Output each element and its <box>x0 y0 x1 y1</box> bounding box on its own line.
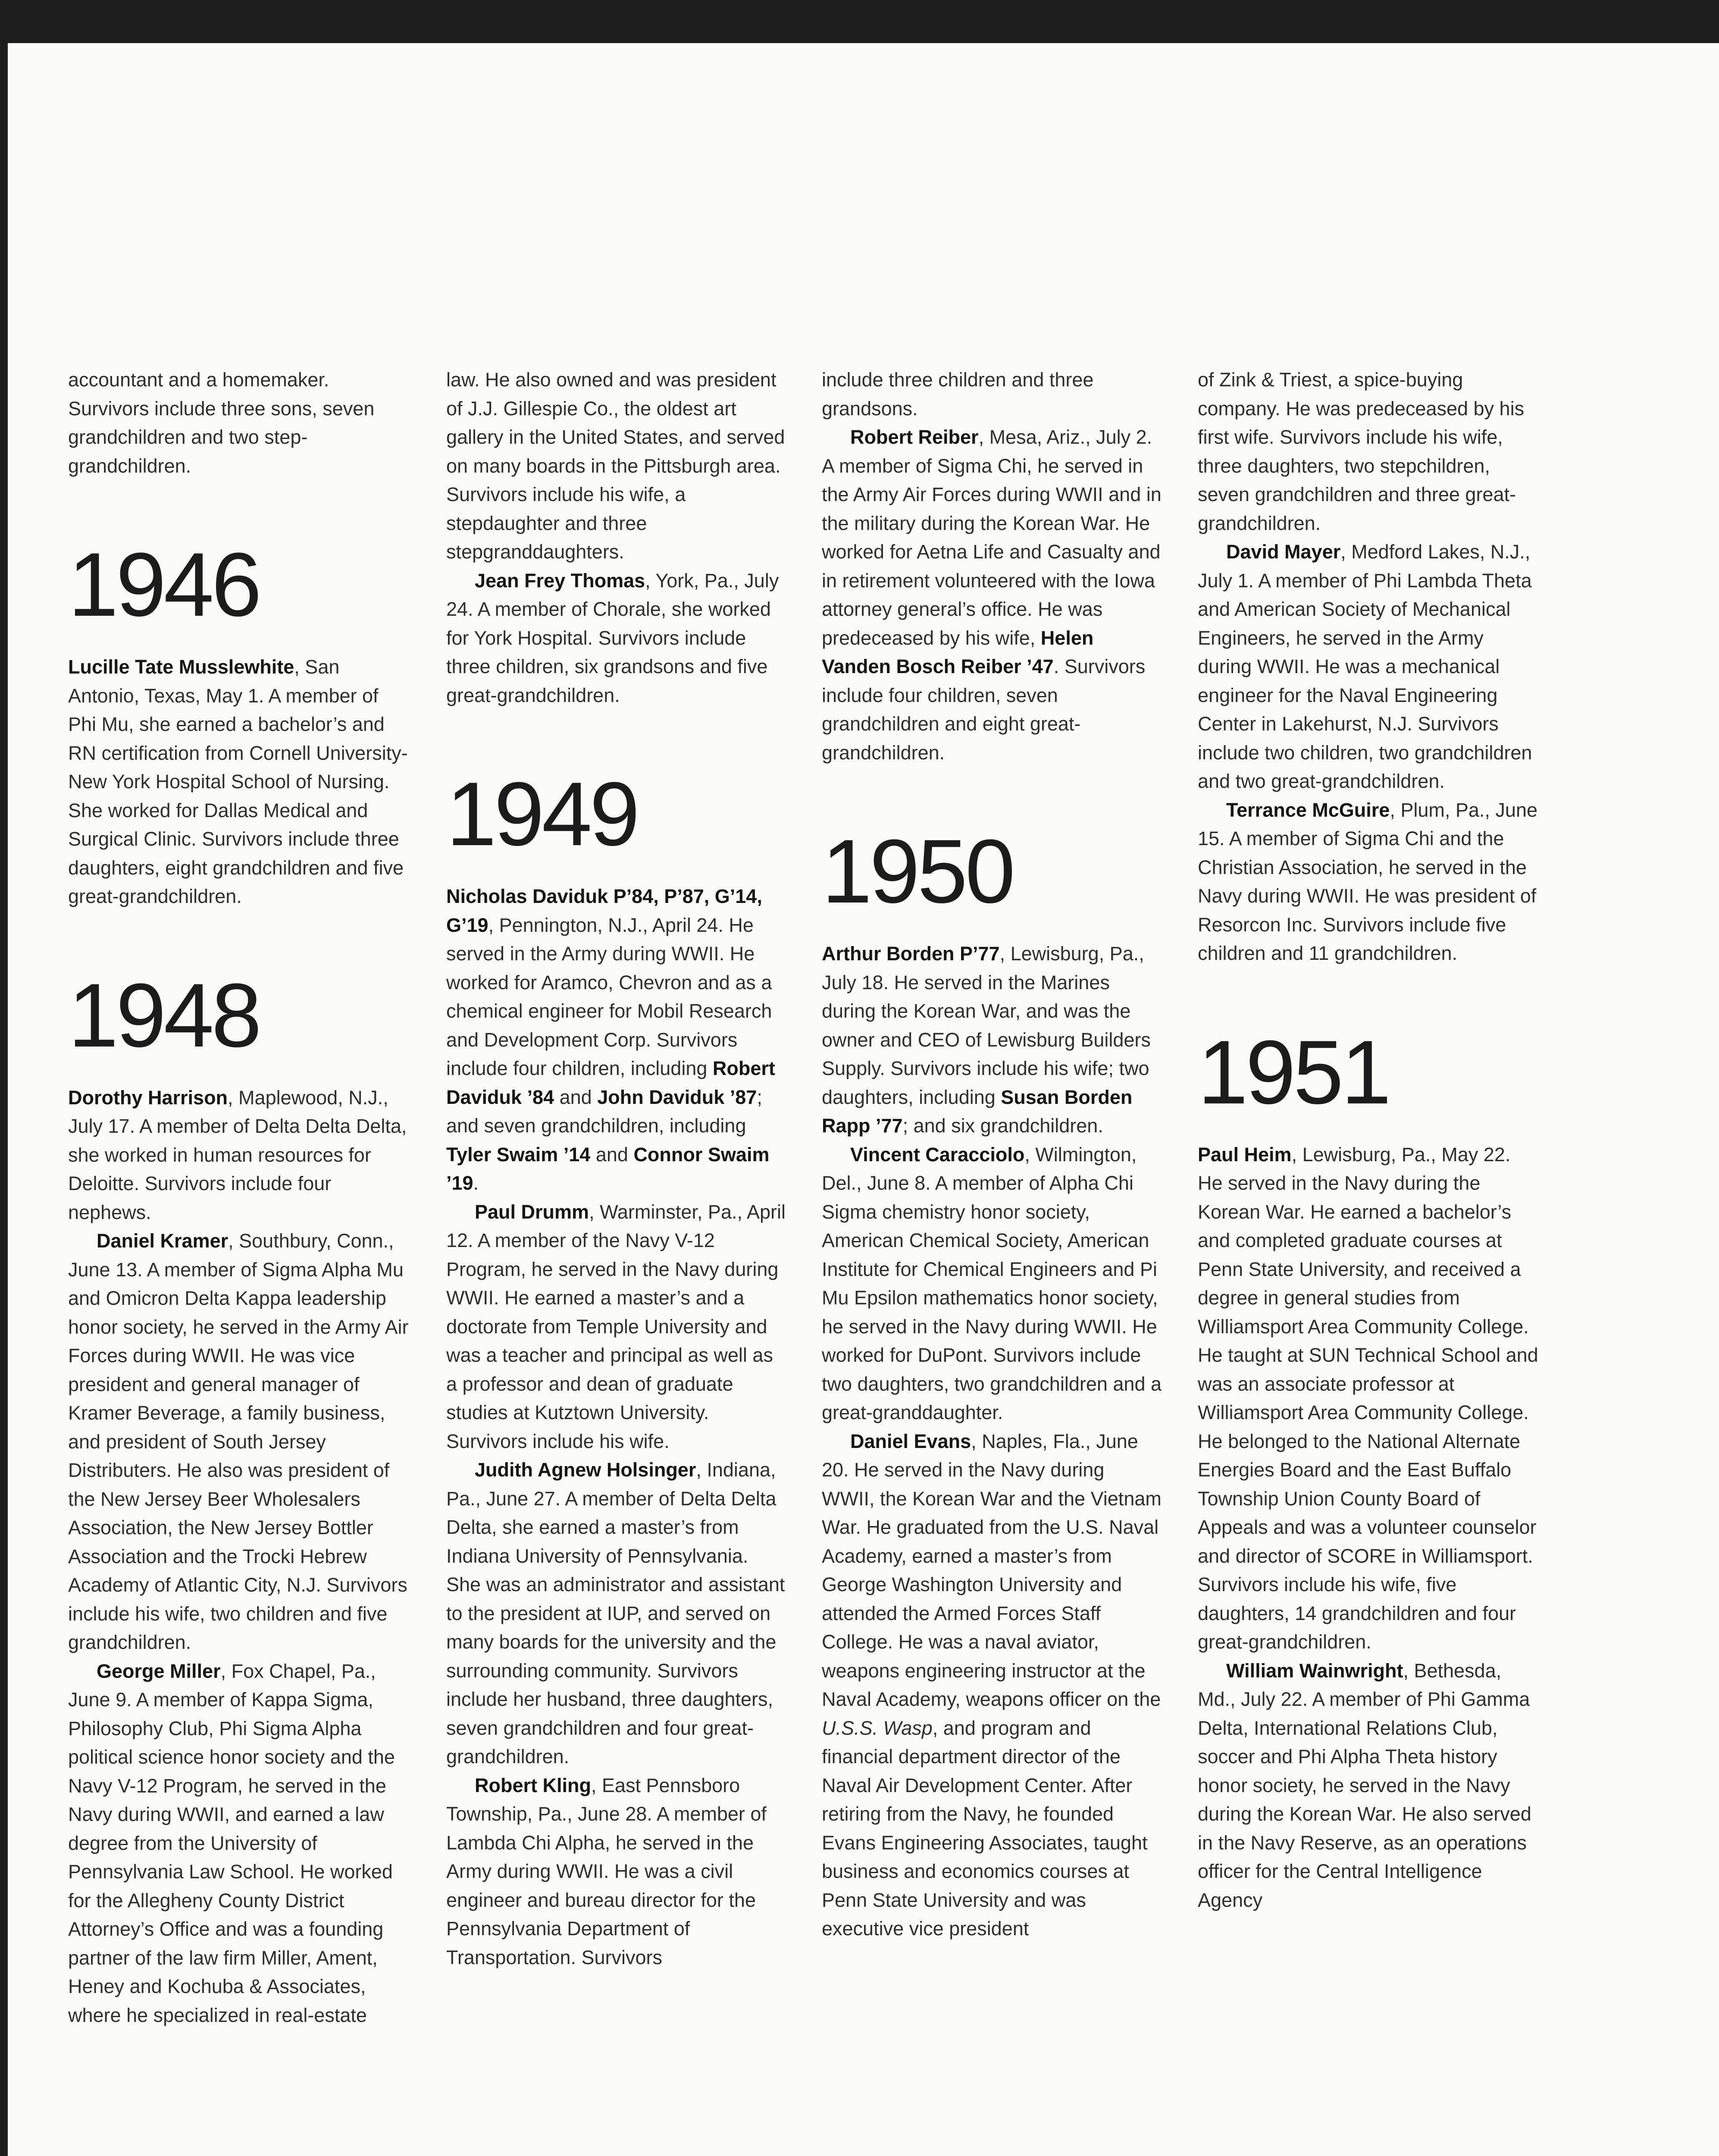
continued-paragraph: law. He also owned and was president of J.J. Gillespie Co., the oldest art gallery in the United States, and served on many boards in the Pittsburgh area. Survivors include his wife, a stepdaughter and three stepgranddaughters. <box>446 369 785 563</box>
entry-text: and <box>590 1143 634 1166</box>
continued-paragraph: accountant and a homemaker. Survivors include three sons, seven grandchildren and two step-grandchildren. <box>68 369 375 477</box>
alumni-name: Terrance McGuire <box>1226 799 1390 821</box>
alumni-name: Judith Agnew Holsinger <box>475 1459 696 1481</box>
magazine-page <box>8 43 1719 2156</box>
entry-text: , Indiana, Pa., June 27. A member of Delta Delta Delta, she earned a master’s from Indiana University of Pennsylvania. She was an administrator and assistant to the president at IUP, and served on many boards for the university and the surrounding community. Survivors include her husband, three daughters, seven grandchildren and four great-grandchildren. <box>446 1459 785 1767</box>
obituary-entry <box>1198 1657 1538 1915</box>
alumni-name: John Daviduk ’87 <box>597 1086 757 1108</box>
alumni-name: Tyler Swaim ’14 <box>446 1143 591 1166</box>
alumni-name: William Wainwright <box>1226 1659 1403 1682</box>
obituary-entry <box>822 940 1162 1141</box>
alumni-name: Paul Drumm <box>475 1200 589 1223</box>
entry-text: , Fox Chapel, Pa., June 9. A member of Kappa Sigma, Philosophy Club, Phi Sigma Alpha political science honor society and the Navy V-12 Program, he served in the Navy during WWII, and earned a law degree from the University of Pennsylvania Law School. He worked for the Allegheny County District Attorney’s Office and was a founding partner of the law firm Miller, Ament, Heney and Kochuba & Associates, where he specialized in real-estate <box>68 1660 395 2026</box>
alumni-name: Robert Daviduk ’84 <box>446 1057 775 1108</box>
alumni-name: Dorothy Harrison <box>68 1086 228 1109</box>
entry-text: , Naples, Fla., June 20. He served in the Navy during WWII, the Korean War and the Vietnam War. He graduated from the U.S. Naval Academy, earned a master’s from George Washington University and attended the Armed Forces Staff College. He was a naval aviator, weapons engineering instructor at the Naval Academy, weapons officer on the <box>822 1430 1162 1710</box>
obituary-entry <box>68 1227 409 1657</box>
obituary-entry <box>446 567 787 710</box>
obituary-entry <box>446 882 787 1198</box>
alumni-name: Lucille Tate Musslewhite <box>68 656 294 678</box>
obituary-entry <box>446 1198 787 1456</box>
alumni-name: Arthur Borden P’77 <box>822 943 1000 965</box>
entry-text: , San Antonio, Texas, May 1. A member of Phi Mu, she earned a bachelor’s and RN certification from Cornell University-New York Hospital School of Nursing. She worked for Dallas Medical and Surgical Clinic. Survivors include three daughters, eight grandchildren and five great-grandchildren. <box>68 656 408 907</box>
alumni-name: Jean Frey Thomas <box>475 569 645 592</box>
alumni-name: Daniel Evans <box>850 1430 971 1452</box>
obituary-entry <box>1198 1141 1538 1657</box>
obituary-entry <box>68 1084 409 1227</box>
entry-text: . Survivors include four children, seven grandchildren and eight great-grandchildren. <box>822 655 1146 764</box>
alumni-name: Susan Borden Rapp ’77 <box>822 1086 1133 1137</box>
obituary-entry <box>1198 538 1538 796</box>
column-4 <box>1198 366 1538 1915</box>
obituary-entry <box>446 1456 787 1771</box>
entry-text: , Southbury, Conn., June 13. A member of Sigma Alpha Mu and Omicron Delta Kappa leadership honor society, he served in the Army Air Forces during WWII. He was vice president and general manager of Kramer Beverage, a family business, and president of South Jersey Distributers. He also was president of the New Jersey Beer Wholesalers Association, the New Jersey Bottler Association and the Trocki Hebrew Academy of Atlantic City, N.J. Survivors include his wife, two children and five grandchildren. <box>68 1230 409 1653</box>
entry-text: , Lewisburg, Pa., July 18. He served in the Marines during the Korean War, and was the owner and CEO of Lewisburg Builders Supply. Survivors include his wife; two daughters, including <box>822 943 1151 1108</box>
alumni-name: Daniel Kramer <box>97 1230 229 1252</box>
entry-text: , East Pennsboro Township, Pa., June 28. A member of Lambda Chi Alpha, he served in the Army during WWII. He was a civil engineer and bureau director for the Pennsylvania Department of Transportation. Survivors <box>446 1774 767 1968</box>
alumni-name: Vincent Caracciolo <box>850 1143 1025 1166</box>
entry-text: , and program and financial department director of the Naval Air Development Center. After retiring from the Navy, he founded Evans Engineering Associates, taught business and economics courses at Penn State University and was executive vice president <box>822 1717 1148 1940</box>
alumni-name: Connor Swaim ’19 <box>446 1143 770 1194</box>
entry-text: and <box>554 1086 598 1108</box>
class-year-heading: 1950 <box>822 821 1013 922</box>
column-3 <box>822 366 1162 1943</box>
alumni-name: George Miller <box>97 1660 221 1682</box>
obituary-entry <box>446 1771 787 1972</box>
entry-text: , Mesa, Ariz., July 2. A member of Sigma Chi, he served in the Army Air Forces during WWII and in the military during the Korean War. He worked for Aetna Life and Casualty and in retirement volunteered with the Iowa attorney general’s office. He was predeceased by his wife, <box>822 426 1162 649</box>
obituary-entry <box>822 423 1162 767</box>
class-year-heading: 1951 <box>1198 1021 1389 1123</box>
column-2 <box>446 366 787 1972</box>
alumni-name: Paul Heim <box>1198 1143 1292 1166</box>
entry-text: , Lewisburg, Pa., May 22. He served in the Navy during the Korean War. He earned a bachelor’s and completed graduate courses at Penn State University, and received a degree in general studies from Williamsport Area Community College. He taught at SUN Technical School and was an associate professor at Williamsport Area Community College. He belonged to the National Alternate Energies Board and the East Buffalo Township Union County Board of Appeals and was a volunteer counselor and director of SCORE in Williamsport. Survivors include his wife, five daughters, 14 grandchildren and four great-grandchildren. <box>1198 1143 1538 1653</box>
entry-text: , Wilmington, Del., June 8. A member of Alpha Chi Sigma chemistry honor society, American Chemical Society, American Institute for Chemical Engineers and Pi Mu Epsilon mathematics honor society, he served in the Navy during WWII. He worked for DuPont. Survivors include two daughters, two grandchildren and a great-granddaughter. <box>822 1143 1162 1423</box>
alumni-name: Robert Kling <box>475 1774 591 1796</box>
obituary-entry <box>68 653 409 911</box>
entry-text: , Warminster, Pa., April 12. A member of the Navy V-12 Program, he served in the Navy during WWII. He earned a master’s and a doctorate from Temple University and was a teacher and principal as well as a professor and dean of graduate studies at Kutztown University. Survivors include his wife. <box>446 1200 786 1452</box>
alumni-name: Robert Reiber <box>850 426 979 448</box>
obituary-entry <box>822 1141 1162 1427</box>
entry-text: ; and six grandchildren. <box>902 1115 1103 1137</box>
continued-paragraph: include three children and three grandsons. <box>822 369 1094 420</box>
class-year-heading: 1946 <box>68 534 260 635</box>
entry-text: , Medford Lakes, N.J., July 1. A member of Phi Lambda Theta and American Society of Mechanical Engineers, he served in the Army during WWII. He was a mechanical engineer for the Naval Engineering Center in Lakehurst, N.J. Survivors include two children, two grandchildren and two great-grandchildren. <box>1198 541 1532 792</box>
column-1 <box>68 366 409 2030</box>
class-year-heading: 1949 <box>446 763 638 865</box>
entry-text: ; and seven grandchildren, including <box>446 1086 762 1137</box>
ship-name: U.S.S. Wasp <box>822 1717 933 1739</box>
alumni-name: David Mayer <box>1226 541 1341 563</box>
entry-text: , Pennington, N.J., April 24. He served in the Army during WWII. He worked for Aramco, Chevron and as a chemical engineer for Mobil Research and Development Corp. Survivors include four children, including <box>446 914 772 1079</box>
continued-paragraph: of Zink & Triest, a spice-buying company. He was predeceased by his first wife. Survivors include his wife, three daughters, two stepchildren, seven grandchildren and three great-grandchildren. <box>1198 369 1525 534</box>
entry-text: , Maplewood, N.J., July 17. A member of Delta Delta Delta, she worked in human resources for Deloitte. Survivors include four nephews. <box>68 1086 407 1223</box>
entry-text: . <box>473 1172 479 1194</box>
obituary-entry <box>68 1657 409 2030</box>
class-year-heading: 1948 <box>68 964 260 1066</box>
alumni-name: Helen Vanden Bosch Reiber ’47 <box>822 627 1094 677</box>
entry-text: , Plum, Pa., June 15. A member of Sigma Chi and the Christian Association, he served in the Navy during WWII. He was president of Resorcon Inc. Survivors include five children and 11 grandchildren. <box>1198 799 1537 964</box>
entry-text: , Bethesda, Md., July 22. A member of Phi Gamma Delta, International Relations Club, soccer and Phi Alpha Theta history honor society, he served in the Navy during the Korean War. He also served in the Navy Reserve, as an operations officer for the Central Intelligence Agency <box>1198 1659 1531 1911</box>
alumni-name: Nicholas Daviduk P’84, P’87, G’14, G’19 <box>446 885 762 936</box>
obituary-entry <box>1198 796 1538 968</box>
entry-text: , York, Pa., July 24. A member of Chorale, she worked for York Hospital. Survivors include three children, six grandsons and five great-grandchildren. <box>446 569 779 706</box>
obituary-entry <box>822 1427 1162 1943</box>
